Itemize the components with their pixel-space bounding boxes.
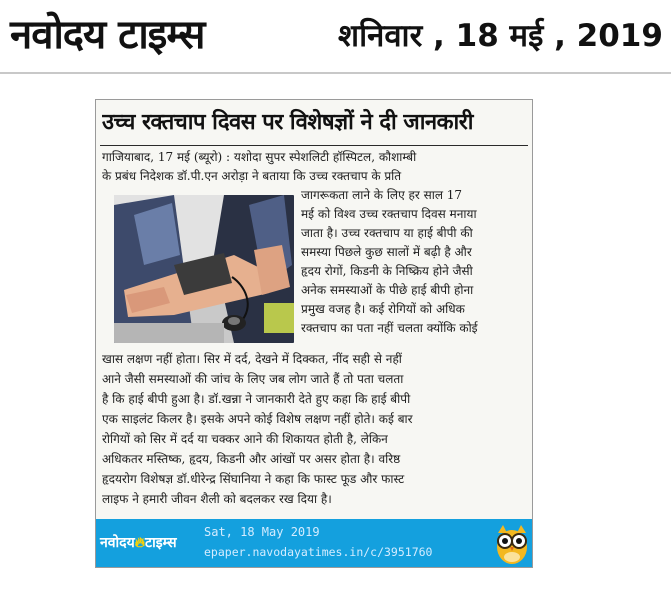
article-line: है कि हाई बीपी हुआ है। डॉ.खन्ना ने जानकारी देते हुए कहा कि हाई बीपी	[102, 392, 411, 406]
article-line: हृदय रोगों, किडनी के निष्क्रिय होने जैसी	[301, 264, 473, 278]
footer-logo-right: टाइम्स	[145, 535, 177, 551]
article-line: आने जैसी समस्याओं की जांच के लिए जब लोग जाते हैं तो पता चलता	[102, 372, 404, 386]
article-line: मई को विश्व उच्च रक्तचाप दिवस मनाया	[301, 207, 477, 221]
epaper-footer	[96, 519, 532, 567]
article-line: खास लक्षण नहीं होता। सिर में दर्द, देखने में दिक्कत, नींद सही से नहीं	[102, 352, 402, 366]
article-line: लाइफ ने हमारी जीवन शैली को बदलकर रख दिया है।	[102, 492, 332, 506]
article-line: समस्या पिछले कुछ सालों में बढ़ी है और	[301, 245, 472, 259]
article-line: जाता है। उच्च रक्तचाप या हाई बीपी की	[301, 226, 473, 240]
article-line: गाजियाबाद, 17 मई (ब्यूरो) : यशोदा सुपर स्पेशलिटी हॉस्पिटल, कौशाम्बी	[102, 150, 417, 164]
article-line: अधिकतर मस्तिष्क, हृदय, किडनी और आंखों पर असर होता है। वरिष्ठ	[102, 452, 401, 466]
article-line: प्रमुख वजह है। कई रोगियों को अधिक	[301, 302, 465, 316]
masthead-date: शनिवार , 18 मई , 2019	[338, 18, 663, 54]
article-line: हृदयरोग विशेषज्ञ डॉ.धीरेन्द्र सिंघानिया ने कहा कि फास्ट फूड और फास्ट	[102, 472, 405, 486]
article-line: रक्तचाप का पता नहीं चलता क्योंकि कोई	[301, 321, 478, 335]
flame-icon: 🔥︎	[134, 535, 146, 551]
epaper-link[interactable]: epaper.navodayatimes.in/c/3951760	[204, 545, 433, 559]
article-line: के प्रबंध निदेशक डॉ.पी.एन अरोड़ा ने बताया कि उच्च रक्तचाप के प्रति	[102, 169, 402, 183]
masthead-title: नवोदय टाइम्स	[10, 12, 205, 58]
article-line: जागरूकता लाने के लिए हर साल 17	[301, 188, 463, 202]
owl-icon	[494, 521, 530, 565]
news-clipping	[95, 99, 533, 568]
footer-logo	[100, 533, 210, 553]
footer-date: Sat, 18 May 2019	[204, 525, 320, 539]
headline-divider	[100, 145, 528, 146]
article-line: अनेक समस्याओं के पीछे हाई बीपी होना	[301, 283, 474, 297]
masthead-divider	[0, 72, 671, 74]
article-line: रोगियों को सिर में दर्द या चक्कर आने की शिकायत होती है, लेकिन	[102, 432, 388, 446]
article-line: एक साइलंट किलर है। इसके अपने कोई विशेष लक्षण नहीं होते। कई बार	[102, 412, 413, 426]
blood-pressure-photo	[114, 195, 294, 343]
article-headline: उच्च रक्तचाप दिवस पर विशेषज्ञों ने दी जानकारी	[102, 110, 473, 135]
footer-logo-left: नवोदय	[100, 535, 135, 551]
